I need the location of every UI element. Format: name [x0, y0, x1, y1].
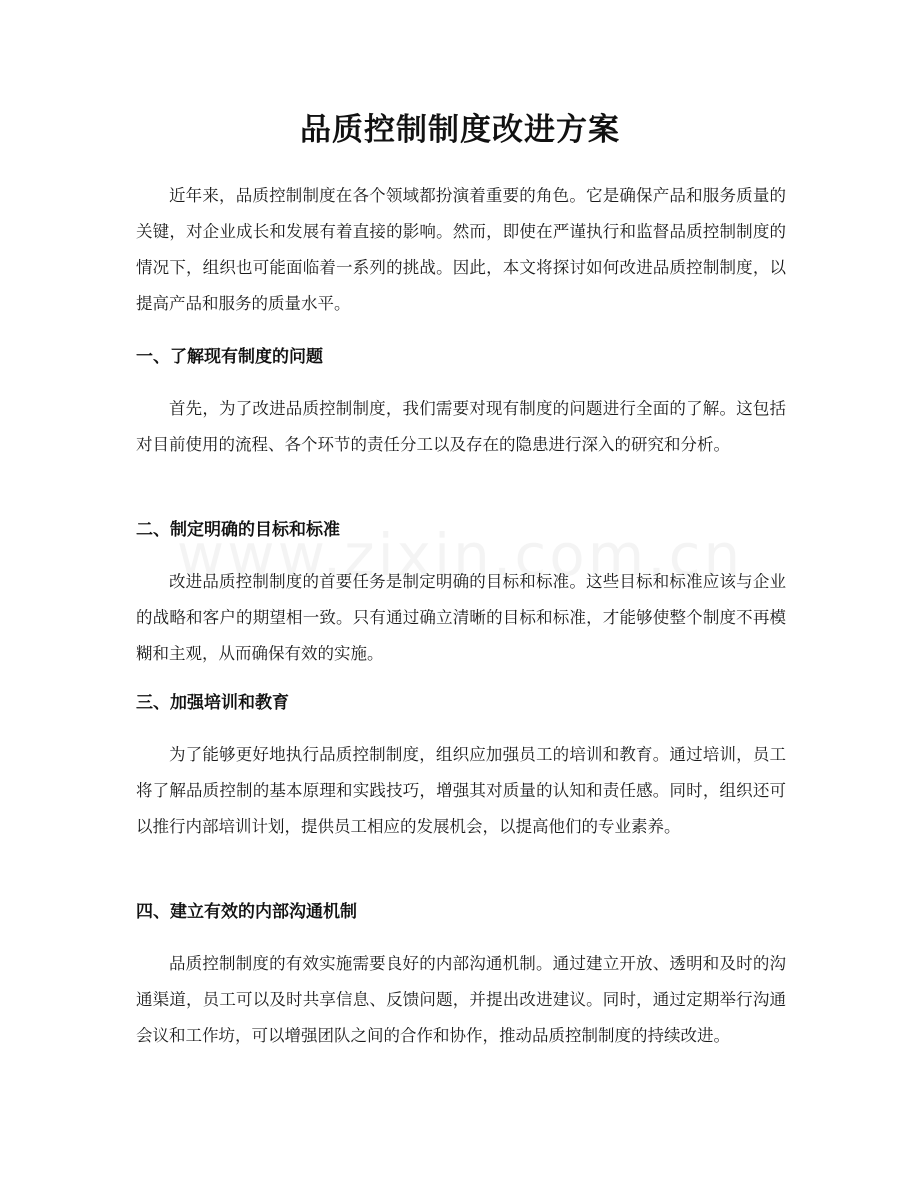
section-2-body	[136, 564, 786, 672]
section-heading: 三、加强培训和教育	[136, 693, 289, 713]
section-4	[136, 898, 786, 926]
section-heading: 一、了解现有制度的问题	[136, 347, 323, 367]
section-3	[136, 689, 786, 717]
section-3-body	[136, 737, 786, 845]
section-4-body	[136, 946, 786, 1054]
document-title: 品质控制制度改进方案	[300, 112, 620, 148]
section-1-body	[136, 391, 786, 463]
intro-paragraph: 近年来，品质控制制度在各个领域都扮演着重要的角色。它是确保产品和服务质量的关键，对企业成长和发展有着直接的影响。然而，即使在严谨执行和监督品质控制制度的情况下，组织也可能面临着一系列的挑战。因此，本文将探讨如何改进品质控制制度，以提高产品和服务的质量水平。	[136, 186, 786, 313]
section-paragraph: 为了能够更好地执行品质控制制度，组织应加强员工的培训和教育。通过培训，员工将了解品质控制的基本原理和实践技巧，增强其对质量的认知和责任感。同时，组织还可以推行内部培训计划，提供员工相应的发展机会，以提高他们的专业素养。	[136, 745, 786, 836]
section-paragraph: 改进品质控制制度的首要任务是制定明确的目标和标准。这些目标和标准应该与企业的战略和客户的期望相一致。只有通过确立清晰的目标和标准，才能够使整个制度不再模糊和主观，从而确保有效的实施。	[136, 572, 786, 663]
section-heading: 二、制定明确的目标和标准	[136, 520, 340, 540]
section-1	[136, 343, 786, 371]
section-paragraph: 品质控制制度的有效实施需要良好的内部沟通机制。通过建立开放、透明和及时的沟通渠道，员工可以及时共享信息、反馈问题，并提出改进建议。同时，通过定期举行沟通会议和工作坊，可以增强团队之间的合作和协作，推动品质控制制度的持续改进。	[136, 954, 786, 1045]
section-paragraph: 首先，为了改进品质控制制度，我们需要对现有制度的问题进行全面的了解。这包括对目前使用的流程、各个环节的责任分工以及存在的隐患进行深入的研究和分析。	[136, 399, 786, 454]
intro-block	[136, 178, 786, 322]
section-2	[136, 516, 786, 544]
section-heading: 四、建立有效的内部沟通机制	[136, 902, 357, 922]
